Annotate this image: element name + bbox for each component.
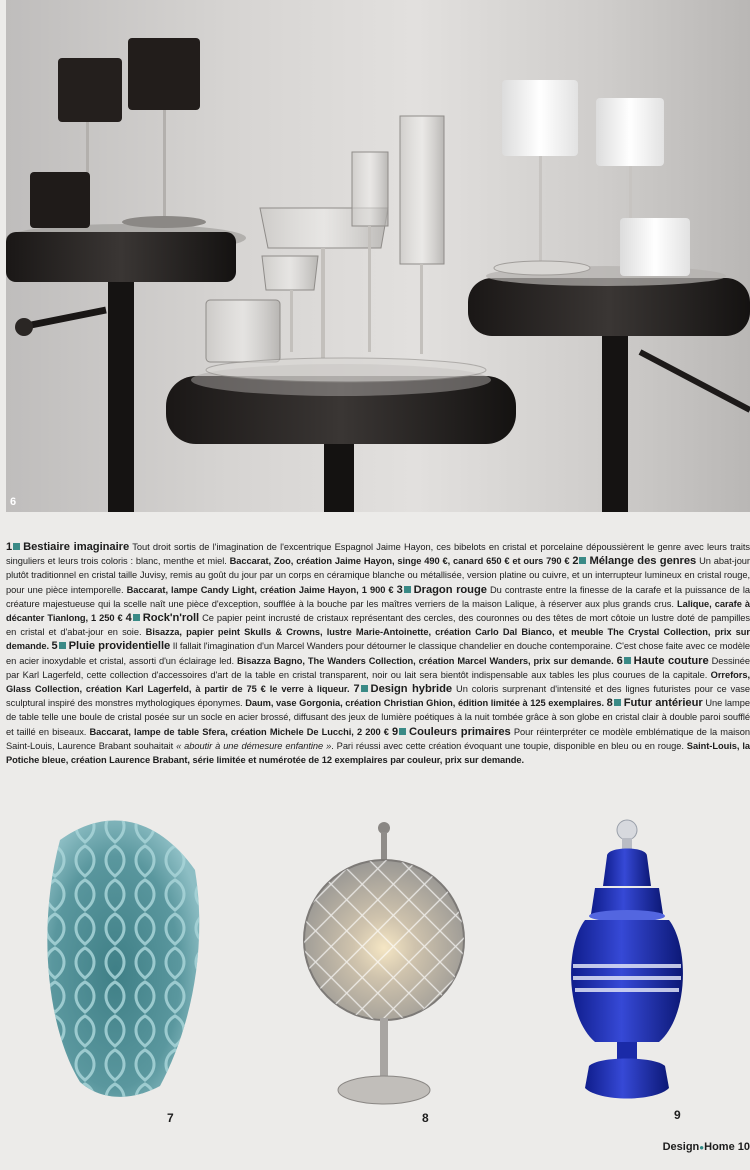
teal-square-bullet-icon (624, 657, 631, 664)
item-body-end: . Pari réussi avec cette création évoquant une toupie, disponible en bleu ou en rouge. (331, 740, 684, 751)
sfera-lamp-icon (300, 822, 470, 1112)
teal-square-bullet-icon (361, 685, 368, 692)
item-title: Couleurs primaires (409, 725, 511, 738)
item-credits: Daum, vase Gorgonia, création Christian Ghion, édition limitée à 125 exemplaires. (245, 698, 605, 709)
item-body: Un abat-jour plutôt traditionnel en cristal taille Juvisy, remis au goût du jour par un corps en céramique blanche ou métallisée, version platine ou cuivre, et un interrupteur lumineux en cristal rouge, pour une pièce intemporelle. (6, 556, 750, 595)
article-text (6, 540, 750, 767)
item-number: 3 (396, 583, 403, 596)
page-footer (663, 1141, 750, 1153)
teal-square-bullet-icon (614, 699, 621, 706)
item-number: 4 (125, 612, 132, 625)
brand-separator: ● (699, 1143, 705, 1152)
tableware-photo (6, 0, 750, 512)
item-number: 8 (606, 697, 613, 710)
item-title: Bestiaire imaginaire (23, 541, 130, 553)
item-number: 6 (616, 654, 623, 667)
gorgonia-vase-image (40, 810, 205, 1100)
item-credits: Baccarat, lampe Candy Light, création Jaime Hayon, 1 900 € (126, 584, 394, 595)
item-number: 7 (353, 683, 360, 696)
item-body: Il fallait l'imagination d'un Marcel Wanders pour détourner le classique chandelier en douche contemporaine. C'est chose faite avec ce modèle en acier inoxydable et cristal, assorti d'un éclairage led. (6, 641, 750, 666)
item-credits: Bisazza, papier peint Skulls & Crowns, lustre Marie-Antoinette, création Carlo Dal Bianco, et meuble The Crystal Collection, prix sur demande. (6, 627, 750, 652)
item-credits: Saint-Louis, la Potiche bleue, création Laurence Brabant, série limitée et numérotée de 12 exemplaires par couleur, prix sur demande. (6, 740, 750, 766)
item-number: 2 (572, 555, 579, 568)
gorgonia-vase-icon (40, 810, 205, 1100)
teal-square-bullet-icon (133, 614, 140, 621)
item-credits: Baccarat, Zoo, création Jaime Hayon, singe 490 €, canard 650 € et ours 790 € (229, 556, 570, 567)
caption-9: 9 (674, 1108, 681, 1122)
item-quote: « aboutir à une démesure enfantine » (176, 740, 332, 751)
item-title: Rock'n'roll (142, 612, 200, 625)
blue-potiche-icon (565, 816, 690, 1112)
item-body: Tout droit sortis de l'imagination de l'excentrique Espagnol Jaime Hayon, ces bibelots en cristal et porcelaine dépoussièrent le genre avec leurs traits singuliers et leurs trois coloris : blanc, menthe et miel. (6, 542, 750, 567)
item-title: Futur antérieur (623, 697, 703, 710)
item-title: Dragon rouge (413, 583, 487, 596)
sfera-lamp-image (300, 822, 470, 1112)
item-body: Pour réinterpréter ce modèle emblématique de la maison Saint-Louis, Laurence Brabant souhaitait (6, 726, 750, 751)
caption-8: 8 (422, 1111, 429, 1125)
teal-square-bullet-icon (579, 557, 586, 564)
item-title: Pluie providentielle (68, 640, 171, 653)
item-body: Dessinée par Karl Lagerfeld, cette collection d'accessoires d'art de la table en cristal transparent, noir ou lait sera bientôt indispensable aux tables les plus courues de la capitale. (6, 655, 750, 680)
item-body: Une lampe de table telle une boule de cristal posée sur un socle en acier brossé, diffusant des jeux de lumière poétiques à la nuit tombée grâce à son globe en cristal clair à double paroi soufflé et taillé en biseaux. (6, 698, 750, 737)
item-credits: Baccarat, lampe de table Sfera, création Michele De Lucchi, 2 200 € (89, 726, 389, 737)
teal-square-bullet-icon (404, 586, 411, 593)
item-title: Design hybride (370, 683, 453, 696)
teal-square-bullet-icon (13, 543, 20, 550)
caption-7: 7 (167, 1111, 174, 1125)
teal-square-bullet-icon (59, 642, 66, 649)
item-title: Haute couture (633, 654, 709, 667)
item-credits: Orrefors, Glass Collection, création Karl Lagerfeld, à partir de 75 € le verre à liqueur. (6, 669, 750, 695)
item-title: Mélange des genres (589, 555, 697, 568)
item-number: 1 (6, 541, 13, 553)
blue-potiche-image (565, 816, 690, 1112)
item-credits: Bisazza Bagno, The Wanders Collection, création Marcel Wanders, prix sur demande. (237, 655, 614, 666)
tableware-scene-illustration (6, 0, 750, 512)
item-number: 9 (391, 725, 399, 738)
brand-home: Home (704, 1141, 735, 1153)
figure-number: 6 (10, 496, 17, 508)
page-number: 10 (737, 1141, 750, 1153)
item-number: 5 (51, 640, 58, 653)
item-body: Du contraste entre la finesse de la carafe et la puissance de la créature majestueuse qui la scelle naît une pièce d'exception, soufflée à la bouche par les maîtres verriers de la maison Lalique, à réserver aux plus grands crus. (6, 584, 750, 609)
item-body: Un coloris surprenant d'intensité et des lignes futuristes pour ce vase sculptural inspiré des monstres mythologiques éponymes. (6, 684, 750, 709)
teal-square-bullet-icon (399, 728, 406, 735)
brand-design: Design (662, 1141, 700, 1153)
item-body: Ce papier peint incrusté de cristaux représentant des cercles, des couronnes ou des têtes de mort côtoie un lustre doté de pampilles en cristal et d'abat-jour en soie. (6, 613, 750, 638)
item-credits: Lalique, carafe à décanter Tianlong, 1 250 € (6, 598, 750, 624)
